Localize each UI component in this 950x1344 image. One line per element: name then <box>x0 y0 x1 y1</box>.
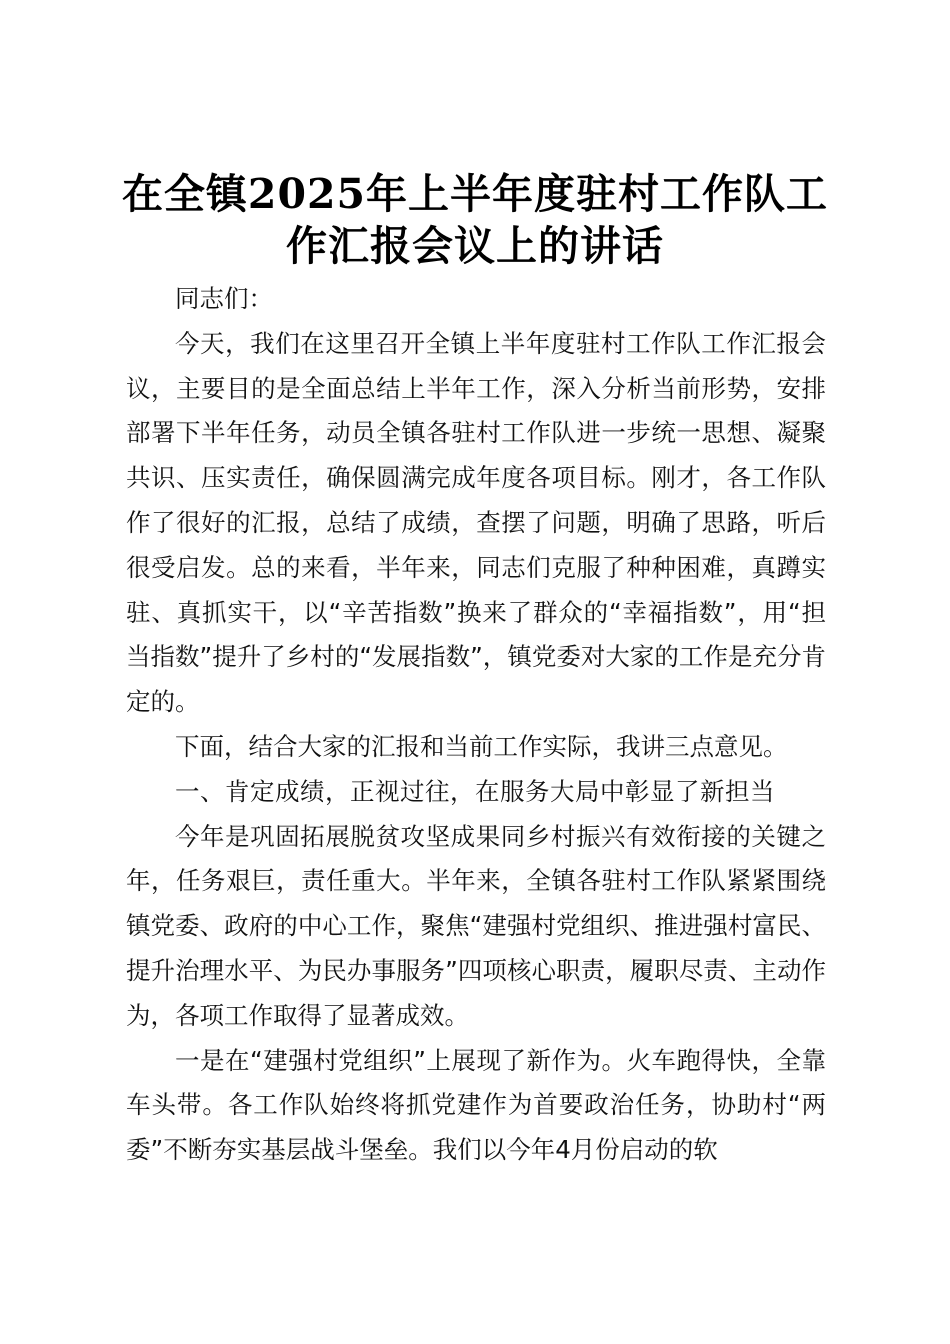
document-body <box>126 277 826 1173</box>
paragraph: 下面，结合大家的汇报和当前工作实际，我讲三点意见。 <box>175 731 788 761</box>
paragraph: 今年是巩固拓展脱贫攻坚成果同乡村振兴有效衔接的关键之年，任务艰巨，责任重大。半年来，全镇各驻村工作队紧紧围绕镇党委、政府的中心工作，聚焦“建强村党组织、推进强村富民、提升治理水平、为民办事服务”四项核心职责，履职尽责、主动作为，各项工作取得了显著成效。 <box>126 821 826 1030</box>
paragraph: 一是在“建强村党组织”上展现了新作为。火车跑得快，全靠车头带。各工作队始终将抓党建作为首要政治任务，协助村“两委”不断夯实基层战斗堡垒。我们以今年4月份启动的软 <box>126 1045 826 1165</box>
paragraph: 今天，我们在这里召开全镇上半年度驻村工作队工作汇报会议，主要目的是全面总结上半年工作，深入分析当前形势，安排部署下半年任务，动员全镇各驻村工作队进一步统一思想、凝聚共识、压实责任，确保圆满完成年度各项目标。刚才，各工作队作了很好的汇报，总结了成绩，查摆了问题，明确了思路，听后很受启发。总的来看，半年来，同志们克服了种种困难，真蹲实驻、真抓实干，以“辛苦指数”换来了群众的“幸福指数”，用“担当指数”提升了乡村的“发展指数”，镇党委对大家的工作是充分肯定的。 <box>126 328 826 717</box>
document-title: 在全镇2025年上半年度驻村工作队工作汇报会议上的讲话 <box>121 170 829 270</box>
section-heading: 一、肯定成绩，正视过往，在服务大局中彰显了新担当 <box>175 776 775 806</box>
salutation: 同志们： <box>175 284 273 313</box>
